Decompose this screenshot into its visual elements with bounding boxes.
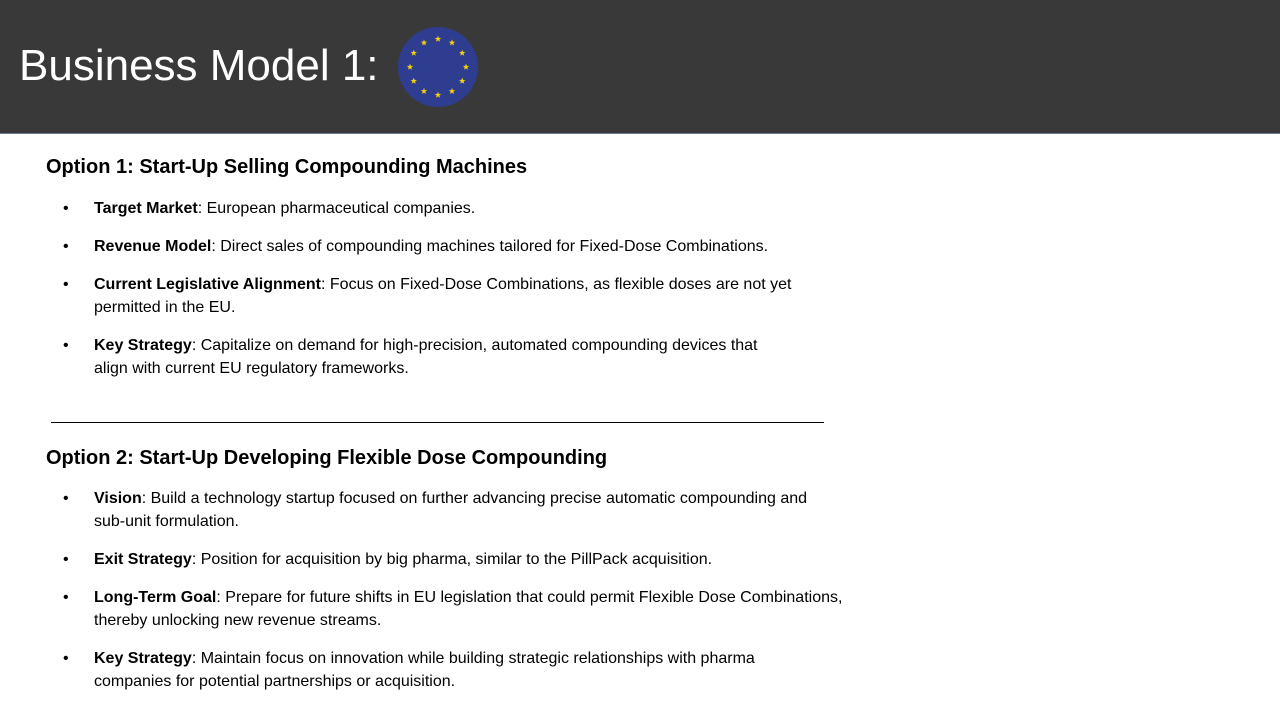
option1-title: Option 1: Start-Up Selling Compounding Machines <box>46 156 528 178</box>
bullet-text <box>94 335 758 380</box>
bullet-body: : Direct sales of compounding machines tailored for Fixed-Dose Combinations. <box>211 238 769 255</box>
section-divider <box>51 422 824 423</box>
bullet-body: : Capitalize on demand for high-precision, automated compounding devices that <box>191 337 758 354</box>
bullet-body: : Position for acquisition by big pharma, similar to the PillPack acquisition. <box>191 551 713 568</box>
bullet-label: Key Strategy <box>94 337 192 354</box>
bullet-body-continued: companies for potential partnerships or acquisition. <box>94 672 456 690</box>
bullet-body: : Focus on Fixed-Dose Combinations, as flexible doses are not yet <box>321 276 792 293</box>
slide-title: Business Model 1: <box>19 41 379 90</box>
bullet-text <box>94 488 807 533</box>
bullet-body-continued: sub-unit formulation. <box>94 512 239 530</box>
bullet-body-continued: thereby unlocking new revenue streams. <box>94 611 382 629</box>
bullet-body: : Maintain focus on innovation while building strategic relationships with pharma <box>191 650 755 667</box>
bullet-label: Target Market <box>94 200 198 217</box>
bullet-dot: • <box>63 589 69 606</box>
bullet-body-continued: permitted in the EU. <box>94 298 236 316</box>
bullet-label: Exit Strategy <box>94 551 192 568</box>
bullet-dot: • <box>63 337 69 354</box>
header-bar <box>0 0 1280 134</box>
bullet-text <box>94 648 755 693</box>
option2-title: Option 2: Start-Up Developing Flexible Dose Compounding <box>46 447 608 469</box>
bullet-dot: • <box>63 490 69 507</box>
bullet-text <box>94 274 791 319</box>
bullet-text <box>94 236 768 259</box>
bullet-label: Long-Term Goal <box>94 589 217 606</box>
bullet-label: Key Strategy <box>94 650 192 667</box>
bullet-dot: • <box>63 551 69 568</box>
bullet-label: Revenue Model <box>94 238 212 255</box>
eu-flag-icon <box>397 26 479 108</box>
bullet-body: : Build a technology startup focused on further advancing precise automatic compounding and <box>141 490 808 507</box>
bullet-body: : European pharmaceutical companies. <box>197 200 476 217</box>
bullet-dot: • <box>63 276 69 293</box>
bullet-dot: • <box>63 200 69 217</box>
bullet-dot: • <box>63 238 69 255</box>
bullet-label: Current Legislative Alignment <box>94 276 321 293</box>
bullet-label: Vision <box>94 490 142 507</box>
bullet-body: : Prepare for future shifts in EU legislation that could permit Flexible Dose Combinations, <box>216 589 843 606</box>
bullet-text <box>94 198 475 221</box>
bullet-body-continued: align with current EU regulatory frameworks. <box>94 359 409 377</box>
bullet-text <box>94 549 712 572</box>
bullet-text <box>94 587 842 632</box>
bullet-dot: • <box>63 650 69 667</box>
